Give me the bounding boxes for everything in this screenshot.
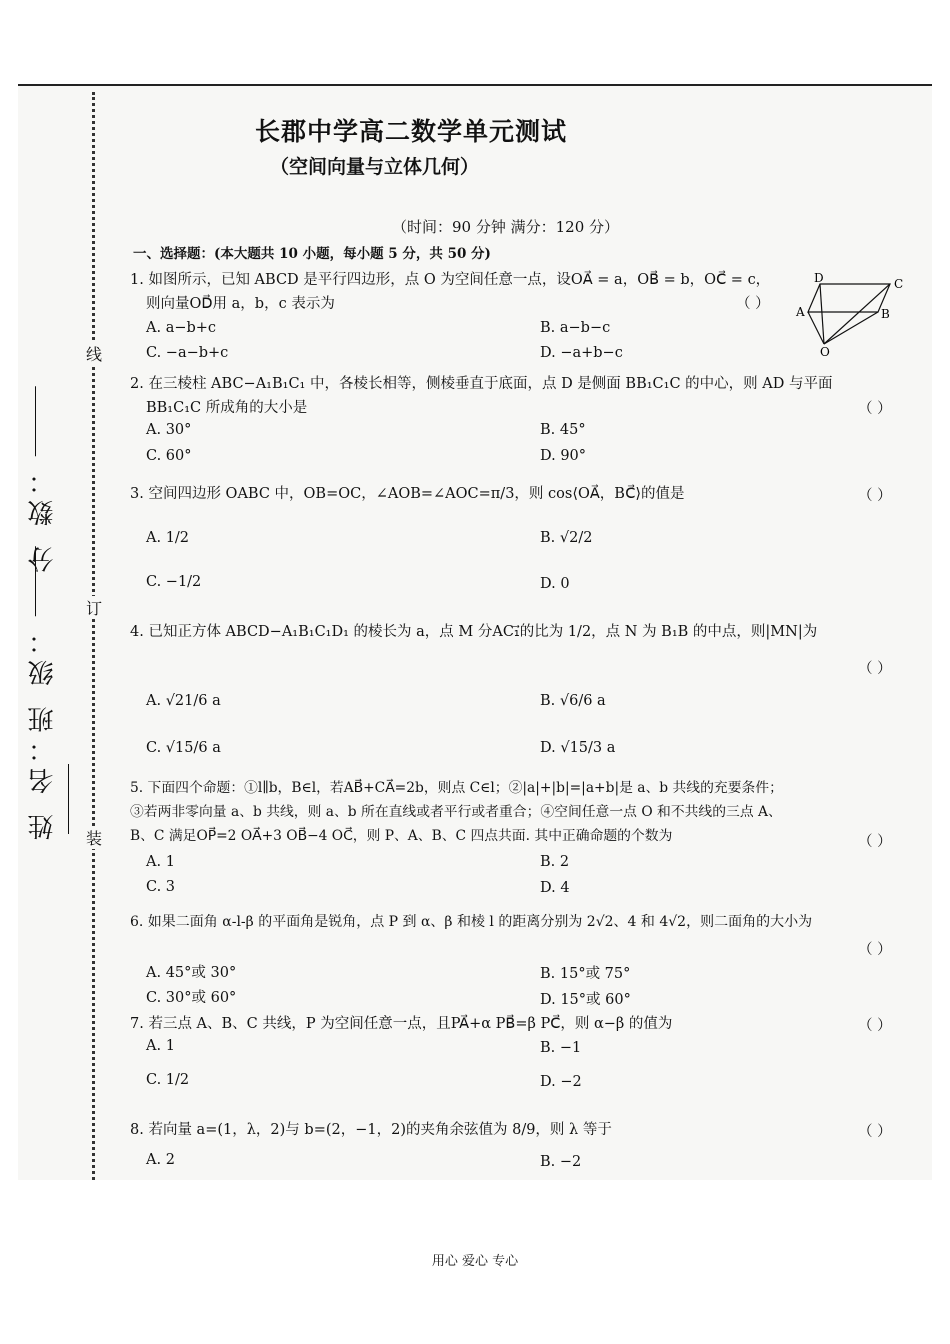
answer-paren-3[interactable]: （ ） bbox=[858, 488, 892, 504]
student-info-strip bbox=[24, 380, 72, 840]
q2-option-c[interactable]: C. 60° bbox=[146, 448, 192, 464]
question-6-stem: 6. 如果二面角 α-l-β 的平面角是锐角，点 P 到 α、β 和棱 l 的距离分别为 2√2、4 和 4√2，则二面角的大小为 bbox=[130, 914, 813, 930]
q6-option-b[interactable]: B. 15°或 75° bbox=[540, 966, 631, 982]
binding-char-bind: 装 bbox=[86, 826, 102, 849]
q6-option-d[interactable]: D. 15°或 60° bbox=[540, 992, 631, 1008]
q3-option-b[interactable]: B. √2/2 bbox=[540, 530, 593, 546]
question-5-stem: 5. 下面四个命题：①l∥b，B∈l，若AB⃗+CA⃗=2b，则点 C∈l；②|a|+|b|=|a+b|是 a、b 共线的充要条件； bbox=[130, 780, 783, 796]
question-1-stem: 1. 如图所示，已知 ABCD 是平行四边形，点 O 为空间任意一点，设OA⃗ = a，OB⃗ = b，OC⃗ = c， bbox=[130, 272, 771, 288]
q5-option-c[interactable]: C. 3 bbox=[146, 879, 176, 895]
score-field[interactable] bbox=[24, 380, 72, 572]
top-rule bbox=[18, 84, 932, 86]
q2-option-a[interactable]: A. 30° bbox=[146, 422, 192, 438]
question-7-stem: 7. 若三点 A、B、C 共线，P 为空间任意一点，且PA⃗+α PB⃗=β PC⃗，则 α−β 的值为 bbox=[130, 1016, 673, 1032]
figure-label-a: A bbox=[796, 305, 805, 319]
question-1-stem-cont: 则向量OD⃗用 a，b，c 表示为 bbox=[146, 296, 335, 312]
q2-option-b[interactable]: B. 45° bbox=[540, 422, 586, 438]
q4-option-c[interactable]: C. √15/6 a bbox=[146, 740, 221, 756]
q1-option-c[interactable]: C. −a−b+c bbox=[146, 345, 229, 361]
figure-label-c: C bbox=[894, 277, 904, 291]
question-5-stem-cont: ③若两非零向量 a、b 共线，则 a、b 所在直线或者平行或者重合；④空间任意一点 O 和不共线的三点 A、 bbox=[130, 804, 782, 820]
question-7 bbox=[130, 1012, 910, 1036]
q6-option-c[interactable]: C. 30°或 60° bbox=[146, 990, 237, 1006]
page-subtitle: （空间向量与立体几何） bbox=[270, 156, 480, 178]
q8-option-b[interactable]: B. −2 bbox=[540, 1154, 582, 1170]
q5-option-d[interactable]: D. 4 bbox=[540, 880, 570, 896]
q3-option-a[interactable]: A. 1/2 bbox=[146, 530, 190, 546]
binding-dotted-line bbox=[92, 92, 95, 1180]
section-heading: 一、选择题：(本大题共 10 小题，每小题 5 分，共 50 分) bbox=[133, 246, 491, 262]
question-1 bbox=[130, 268, 910, 316]
q7-option-a[interactable]: A. 1 bbox=[146, 1038, 175, 1054]
question-5 bbox=[130, 776, 915, 848]
q7-option-d[interactable]: D. −2 bbox=[540, 1074, 582, 1090]
figure-label-o: O bbox=[820, 345, 830, 358]
question-8 bbox=[130, 1118, 910, 1142]
q2-option-d[interactable]: D. 90° bbox=[540, 448, 587, 464]
answer-paren-4[interactable]: （ ） bbox=[858, 661, 892, 677]
question-3 bbox=[130, 482, 910, 506]
binding-char-order: 订 bbox=[86, 596, 102, 619]
question-4 bbox=[130, 620, 910, 644]
question-6 bbox=[130, 910, 920, 934]
q1-option-b[interactable]: B. a−b−c bbox=[540, 320, 611, 336]
q8-option-a[interactable]: A. 2 bbox=[146, 1152, 175, 1168]
question-2-stem-cont: BB₁C₁C 所成角的大小是 bbox=[146, 400, 308, 416]
question-3-stem: 3. 空间四边形 OABC 中，OB=OC，∠AOB=∠AOC=π/3，则 cos⟨OA⃗，BC⃗⟩的值是 bbox=[130, 486, 685, 502]
binding-char-line: 线 bbox=[86, 342, 102, 365]
score-label: 分 数： bbox=[28, 462, 58, 573]
question-2-stem: 2. 在三棱柱 ABC−A₁B₁C₁ 中，各棱长相等，侧棱垂直于底面，点 D 是侧面 BB₁C₁C 的中心，则 AD 与平面 bbox=[130, 376, 833, 392]
q1-option-d[interactable]: D. −a+b−c bbox=[540, 345, 623, 361]
class-label: 班 级： bbox=[28, 622, 58, 733]
q3-option-c[interactable]: C. −1/2 bbox=[146, 574, 202, 590]
q5-option-a[interactable]: A. 1 bbox=[146, 854, 175, 870]
question-5-stem-cont2: B、C 满足OP⃗=2 OA⃗+3 OB⃗−4 OC⃗，则 P、A、B、C 四点共面. 其中正确命题的个数为 bbox=[130, 828, 673, 844]
figure-label-b: B bbox=[881, 307, 890, 321]
q4-option-d[interactable]: D. √15/3 a bbox=[540, 740, 616, 756]
q7-option-c[interactable]: C. 1/2 bbox=[146, 1072, 190, 1088]
answer-paren-1[interactable]: （ ） bbox=[736, 296, 770, 312]
q1-option-a[interactable]: A. a−b+c bbox=[146, 320, 217, 336]
page-title: 长郡中学高二数学单元测试 bbox=[255, 117, 568, 146]
q6-option-a[interactable]: A. 45°或 30° bbox=[146, 965, 237, 981]
answer-paren-7[interactable]: （ ） bbox=[858, 1018, 892, 1034]
page-footer: 用心 爱心 专心 bbox=[431, 1254, 519, 1269]
q3-option-d[interactable]: D. 0 bbox=[540, 576, 570, 592]
answer-paren-8[interactable]: （ ） bbox=[858, 1124, 892, 1140]
answer-paren-6[interactable]: （ ） bbox=[858, 942, 892, 958]
q5-option-b[interactable]: B. 2 bbox=[540, 854, 570, 870]
answer-paren-5[interactable]: （ ） bbox=[858, 834, 892, 850]
q4-option-a[interactable]: A. √21/6 a bbox=[146, 693, 221, 709]
question-4-stem: 4. 已知正方体 ABCD−A₁B₁C₁D₁ 的棱长为 a，点 M 分AC₁⃗的比为 1/2，点 N 为 B₁B 的中点，则|MN|为 bbox=[130, 624, 818, 640]
q4-option-b[interactable]: B. √6/6 a bbox=[540, 693, 606, 709]
answer-paren-2[interactable]: （ ） bbox=[858, 401, 892, 417]
exam-meta: （时间：90 分钟 满分：120 分） bbox=[392, 218, 620, 236]
figure-label-d: D bbox=[814, 271, 824, 285]
question-8-stem: 8. 若向量 a=(1，λ，2)与 b=(2，−1，2)的夹角余弦值为 8/9，则 λ 等于 bbox=[130, 1122, 612, 1138]
q7-option-b[interactable]: B. −1 bbox=[540, 1040, 582, 1056]
question-2 bbox=[130, 372, 910, 420]
name-label: 姓 名： bbox=[28, 729, 58, 840]
